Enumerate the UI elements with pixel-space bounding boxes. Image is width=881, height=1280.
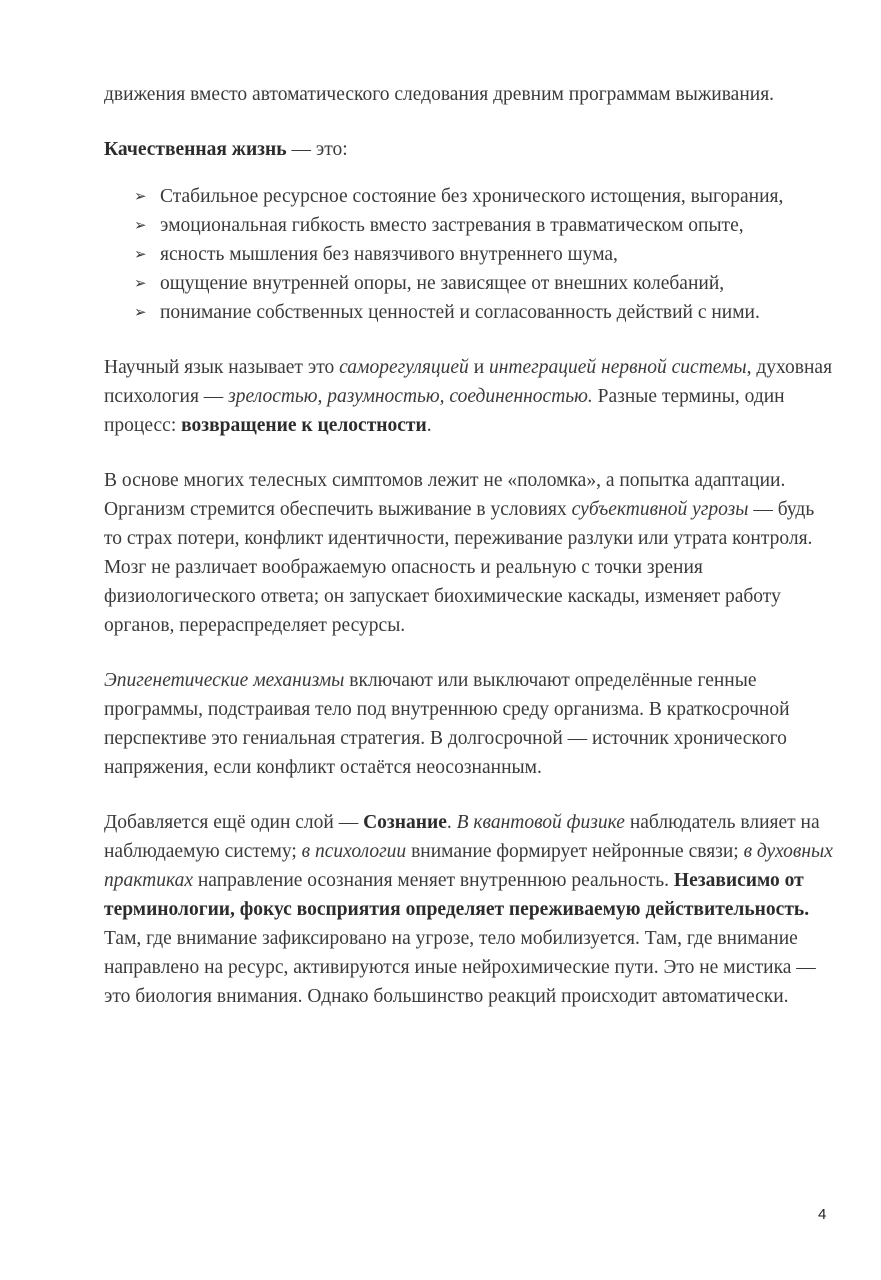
document-page bbox=[104, 80, 836, 1037]
paragraph-epigenetics: Эпигенетические механизмы включают или выключают определённые генные программы, подстраивая тело под внутреннюю среду организма. В краткосрочной перспективе это гениальная стратегия. В долгосрочной — источник хронического напряжения, если конфликт остаётся неосознанным. bbox=[104, 670, 790, 778]
arrow-bullet-icon: ➢ bbox=[134, 187, 147, 205]
paragraph-consciousness: Добавляется ещё один слой — Сознание. В квантовой физике наблюдатель влияет на наблюдаемую систему; в психологии внимание формирует нейронные связи; в духовных практиках направление осознания меняет внутреннюю реальность. Независимо от терминологии, фокус восприятия определяет переживаемую действительность. Там, где внимание зафиксировано на угрозе, тело мобилизуется. Там, где внимание направлено на ресурс, активируются иные нейрохимические пути. Это не мистика — это биология внимания. Однако большинство реакций происходит автоматически. bbox=[104, 812, 833, 1007]
paragraph-continuation: движения вместо автоматического следования древним программам выживания. bbox=[104, 84, 775, 105]
paragraph-terminology: Научный язык называет это саморегуляцией и интеграцией нервной системы, духовная психология — зрелостью, разумностью, соединенностью. Разные термины, один процесс: возвращение к целостности. bbox=[104, 357, 833, 436]
arrow-bullet-icon: ➢ bbox=[134, 274, 147, 292]
list-item: ➢ понимание собственных ценностей и согласованность действий с ними. bbox=[134, 298, 836, 327]
list-item: ➢ Стабильное ресурсное состояние без хронического истощения, выгорания, bbox=[134, 182, 836, 211]
arrow-bullet-icon: ➢ bbox=[134, 245, 147, 263]
quality-life-heading: Качественная жизнь — это: bbox=[104, 139, 348, 160]
quality-life-list bbox=[104, 182, 836, 327]
bold-term: Качественная жизнь bbox=[104, 139, 287, 160]
list-item: ➢ ясность мышления без навязчивого внутреннего шума, bbox=[134, 240, 836, 269]
arrow-bullet-icon: ➢ bbox=[134, 216, 147, 234]
list-item: ➢ ощущение внутренней опоры, не зависящее от внешних колебаний, bbox=[134, 269, 836, 298]
arrow-bullet-icon: ➢ bbox=[134, 303, 147, 321]
paragraph-symptoms: В основе многих телесных симптомов лежит не «поломка», а попытка адаптации. Организм стремится обеспечить выживание в условиях субъективной угрозы — будь то страх потери, конфликт идентичности, переживание разлуки или утрата контроля. Мозг не различает воображаемую опасность и реальную с точки зрения физиологического ответа; он запускает биохимические каскады, изменяет работу органов, перераспределяет ресурсы. bbox=[104, 470, 815, 636]
list-item: ➢ эмоциональная гибкость вместо застревания в травматическом опыте, bbox=[134, 211, 836, 240]
page-number: 4 bbox=[818, 1206, 827, 1223]
